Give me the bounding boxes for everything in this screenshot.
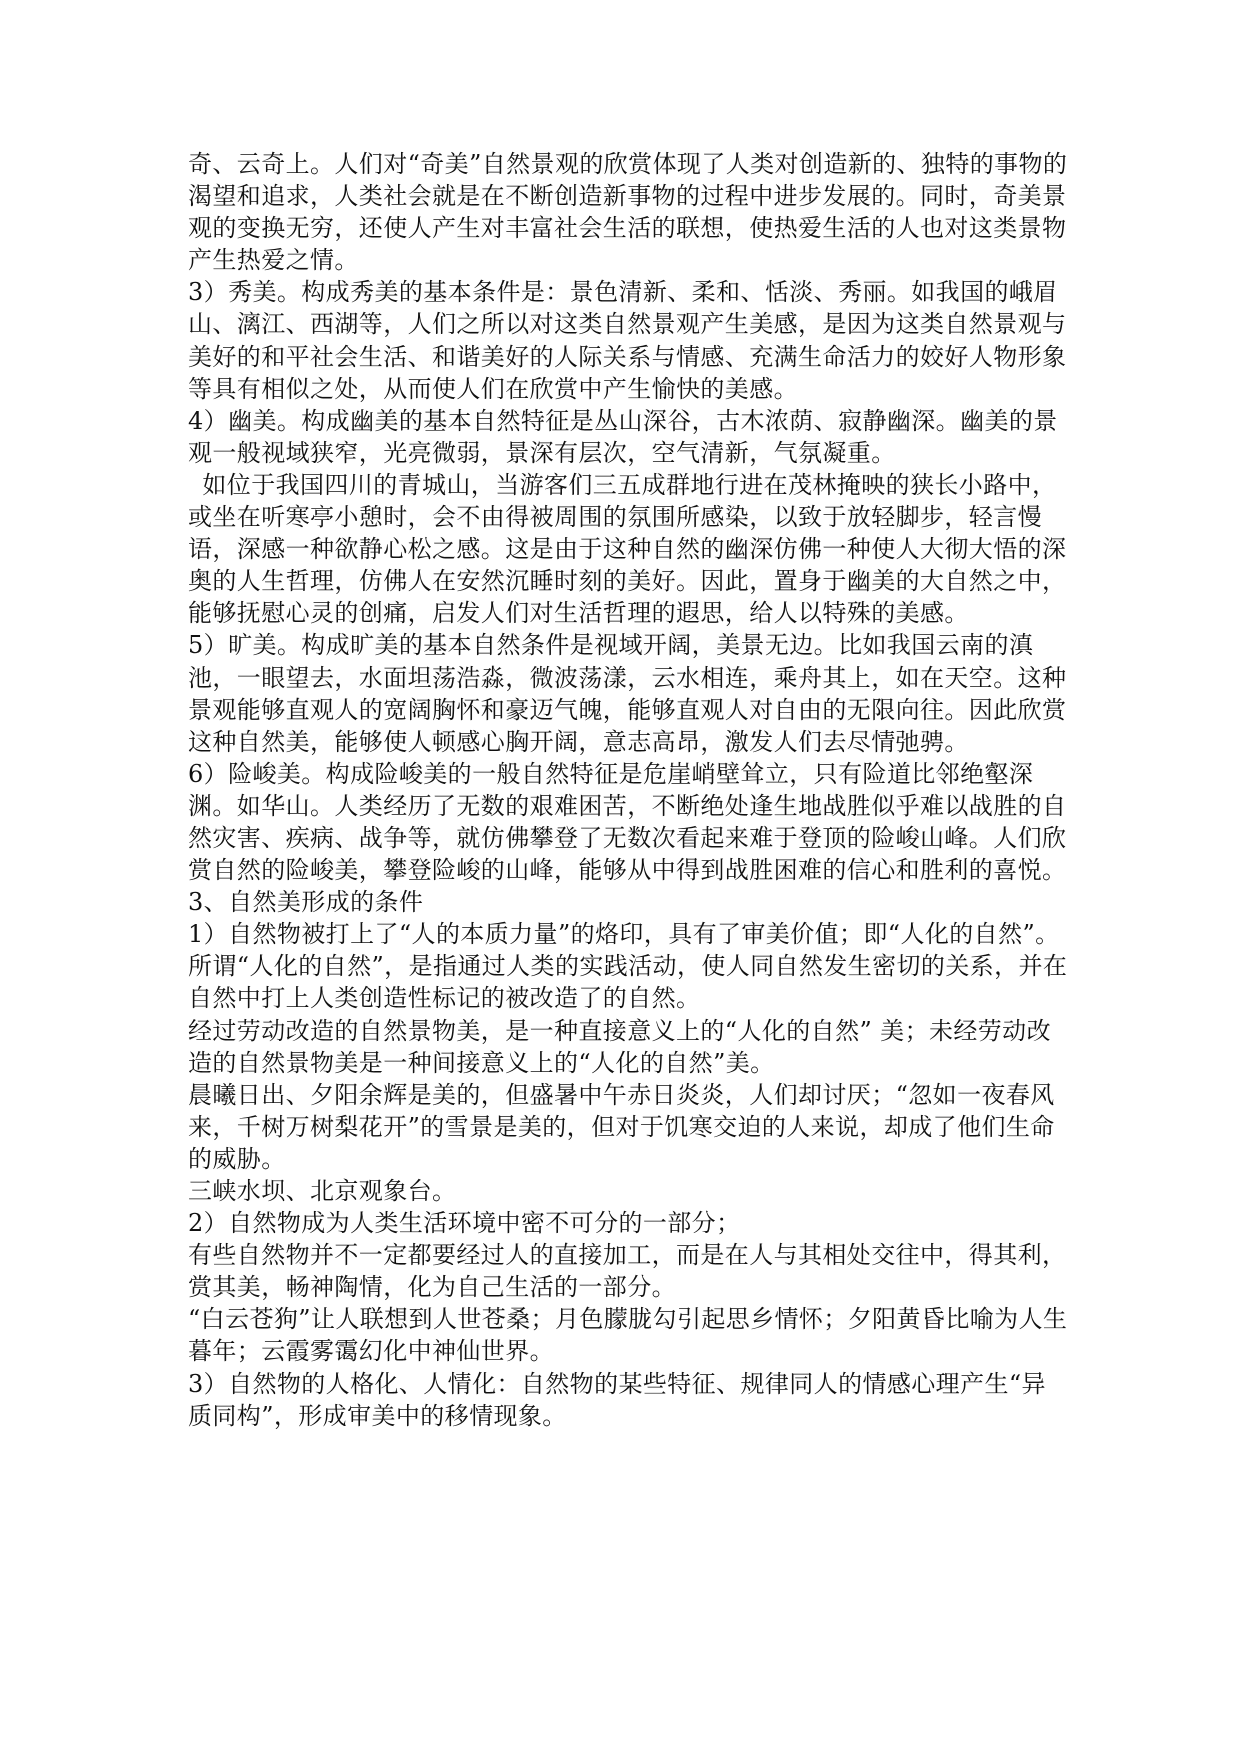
- paragraph-sunrise-example: 晨曦日出、夕阳余辉是美的，但盛暑中午赤日炎炎，人们却讨厌；“忽如一夜春风来，千树万树梨花开”的雪景是美的，但对于饥寒交迫的人来说，却成了他们生命的威胁。: [188, 1080, 1055, 1173]
- paragraph-humanized-nature-definition: 所谓“人化的自然”，是指通过人类的实践活动，使人同自然发生密切的关系，并在自然中打上人类创造性标记的被改造了的自然。: [188, 952, 1068, 1013]
- paragraph-dam-observatory: 三峡水坝、北京观象台。: [188, 1177, 457, 1205]
- paragraph-condition-1: 1）自然物被打上了“人的本质力量”的烙印，具有了审美价值；即“人化的自然”。: [188, 920, 1060, 949]
- paragraph-xiumei: 3）秀美。构成秀美的基本条件是：景色清新、柔和、恬淡、秀丽。如我国的峨眉山、漓江、西湖等，人们之所以对这类自然景观产生美感，是因为这类自然景观与美好的和平社会生活、和谐美好的人际关系与情感、充满生命活力的姣好人物形象等具有相似之处，从而使人们在欣赏中产生愉快的美感。: [188, 278, 1067, 403]
- paragraph-youmei: 4）幽美。构成幽美的基本自然特征是丛山深谷，古木浓荫、寂静幽深。幽美的景观一般视域狭窄，光亮微弱，景深有层次，空气清新，气氛凝重。: [188, 406, 1058, 467]
- paragraph-kuangmei: 5）旷美。构成旷美的基本自然条件是视域开阔，美景无边。比如我国云南的滇池，一眼望去，水面坦荡浩淼，微波荡漾，云水相连，乘舟其上，如在天空。这种景观能够直观人的宽阔胸怀和豪迈气魄，能够直观人对自由的无限向往。因此欣赏这种自然美，能够使人顿感心胸开阔，意志高昂，激发人们去尽情弛骋。: [188, 631, 1067, 756]
- paragraph-xianjunmei: 6）险峻美。构成险峻美的一般自然特征是危崖峭壁耸立，只有险道比邻绝壑深渊。如华山。人类经历了无数的艰难困苦，不断绝处逢生地战胜似乎难以战胜的自然灾害、疾病、战争等，就仿佛攀登了无数次看起来难于登顶的险峻山峰。人们欣赏自然的险峻美，攀登险峻的山峰，能够从中得到战胜困难的信心和胜利的喜悦。: [188, 759, 1067, 885]
- paragraph-living-environment: 有些自然物并不一定都要经过人的直接加工，而是在人与其相处交往中，得其利，赏其美，畅神陶情，化为自己生活的一部分。: [188, 1241, 1067, 1302]
- section-heading-conditions: 3、自然美形成的条件: [188, 888, 424, 917]
- paragraph-qimei-conclusion: 奇、云奇上。人们对“奇美”自然景观的欣赏体现了人类对创造新的、独特的事物的渴望和追求，人类社会就是在不断创造新事物的过程中进步发展的。同时，奇美景观的变换无穷，还使人产生对丰富社会生活的联想，使热爱生活的人也对这类景物产生热爱之情。: [188, 150, 1068, 275]
- paragraph-associations-example: “白云苍狗”让人联想到人世苍桑；月色朦胧勾引起思乡情怀；夕阳黄昏比喻为人生暮年；云霞雾霭幻化中神仙世界。: [188, 1305, 1068, 1366]
- paragraph-condition-3: 3）自然物的人格化、人情化：自然物的某些特征、规律同人的情感心理产生“异质同构”，形成审美中的移情现象。: [188, 1369, 1046, 1430]
- paragraph-condition-2: 2）自然物成为人类生活环境中密不可分的一部分；: [188, 1209, 741, 1238]
- paragraph-qingchengshan-example: 如位于我国四川的青城山，当游客们三五成群地行进在茂林掩映的狭长小路中，或坐在听寒亭小憩时，会不由得被周围的氛围所感染，以致于放轻脚步，轻言慢语，深感一种欲静心松之感。这是由于这种自然的幽深仿佛一种使人大彻大悟的深奥的人生哲理，仿佛人在安然沉睡时刻的美好。因此，置身于幽美的大自然之中，能够抚慰心灵的创痛，启发人们对生活哲理的遐思，给人以特殊的美感。: [188, 470, 1067, 628]
- paragraph-direct-indirect-beauty: 经过劳动改造的自然景物美，是一种直接意义上的“人化的自然” 美；未经劳动改造的自然景物美是一种间接意义上的“人化的自然”美。: [188, 1016, 1051, 1077]
- document-body: [188, 148, 1068, 1432]
